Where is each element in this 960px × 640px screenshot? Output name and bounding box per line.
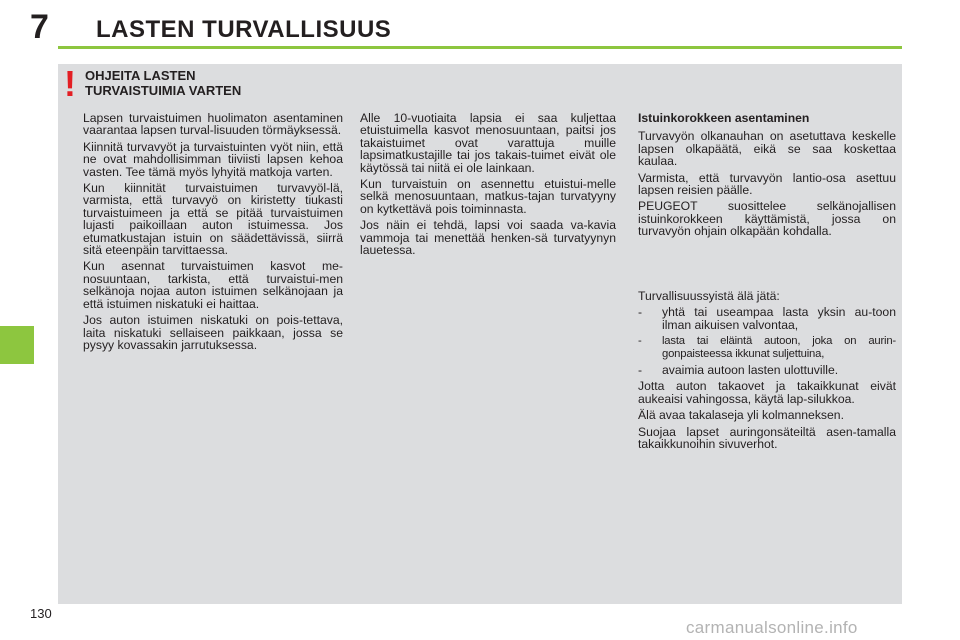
page-number: 130 <box>30 606 52 621</box>
safety-list <box>638 306 896 376</box>
watermark: carmanualsonline.info <box>686 618 858 637</box>
paragraph: Jotta auton takaovet ja takaikkunat eivät aukeaisi vahingossa, käytä lap-silukkoa. <box>638 379 896 406</box>
paragraph: Alle 10-vuotiaita lapsia ei saa kuljettaa etuistuimella kasvot menosuuntaan, paitsi jos takaistuimet ovat varattuja muille lapsimatkustajille tai jos takais-tuimet eivät ole käytössä tai niitä ei ole lainkaan. <box>360 111 616 175</box>
list-dash: - <box>638 363 643 378</box>
paragraph: Kun kiinnität turvaistuimen turvavyöl-lä, varmista, että turvavyö on kiristetty tiukasti turvaistuimeen ja että se pitää turvaistuimen lujasti paikoillaan auton istuimessa. Jos etumatkustajan istuin on säädettävissä, siirrä sitä eteenpäin tarvittaessa. <box>83 181 343 258</box>
column-left <box>83 112 343 355</box>
chapter-number: 7 <box>30 8 49 46</box>
paragraph: Älä avaa takalaseja yli kolmanneksen. <box>638 408 844 423</box>
paragraph: Suojaa lapset auringonsäteiltä asen-tamalla takaikkunoihin sivuverhot. <box>638 424 896 452</box>
list-item <box>638 335 896 360</box>
safety-intro: Turvallisuussyistä älä jätä: <box>638 289 780 303</box>
section-title <box>85 68 355 98</box>
list-item <box>638 306 896 331</box>
header-rule <box>58 46 902 49</box>
paragraph: Jos auton istuimen niskatuki on pois-tettava, laita niskatuki sellaiseen paikkaan, jossa se pysyy kovassakin jarrutuksessa. <box>83 313 343 352</box>
list-dash: - <box>638 335 642 348</box>
column-middle <box>360 112 616 260</box>
safety-block <box>638 290 896 454</box>
list-dash: - <box>638 305 643 320</box>
paragraph: PEUGEOT suosittelee selkänojallisen istuinkorokkeen käyttämistä, jossa on turvavyön ohjain olkapään kohdalla. <box>638 199 896 239</box>
paragraph: Varmista, että turvavyön lantio-osa asettuu lapsen reisien päälle. <box>638 170 896 198</box>
paragraph: Jos näin ei tehdä, lapsi voi saada va-kavia vammoja tai menettää henken-sä turvatyynyn lauetessa. <box>360 218 616 258</box>
chapter-side-tab <box>0 326 34 364</box>
exclamation-icon: ! <box>64 63 76 104</box>
list-item-text: yhtä tai useampaa lasta yksin au-toon ilman aikuisen valvontaa, <box>662 305 896 332</box>
section-title-line2: TURVAISTUIMIA VARTEN <box>85 83 242 98</box>
column-right <box>638 112 896 242</box>
paragraph: Turvavyön olkanauhan on asetuttava keskelle lapsen olkapäätä, eikä se saa koskettaa kaulaa. <box>638 129 896 169</box>
list-item-text: lasta tai eläintä autoon, joka on aurin-gonpaisteessa ikkunat suljettuina, <box>662 335 896 360</box>
section-title-line1: OHJEITA LASTEN <box>85 68 196 83</box>
chapter-title: LASTEN TURVALLISUUS <box>96 16 392 43</box>
paragraph: Kiinnitä turvavyöt ja turvaistuinten vyöt niin, että ne ovat mahdollisimman tiiviisti lapsen kehoa vasten. Tee tämä myös lyhyitä matkoja varten. <box>83 139 343 179</box>
list-item <box>638 364 896 376</box>
paragraph: Kun asennat turvaistuimen kasvot me-nosuuntaan, tarkista, että turvaistui-men selkänoja nojaa auton istuimen selkänojaan ja että istuimen niskatuki ei haittaa. <box>83 259 343 311</box>
paragraph: Lapsen turvaistuimen huolimaton asentaminen vaarantaa lapsen turval-lisuuden törmäyksessä. <box>83 111 343 138</box>
subheading: Istuinkorokkeen asentaminen <box>638 111 810 125</box>
list-item-text: avaimia autoon lasten ulottuville. <box>662 363 839 378</box>
paragraph: Kun turvaistuin on asennettu etuistui-melle selkä menosuuntaan, matkus-tajan turvatyyny on kytkettävä pois toiminnasta. <box>360 177 616 216</box>
